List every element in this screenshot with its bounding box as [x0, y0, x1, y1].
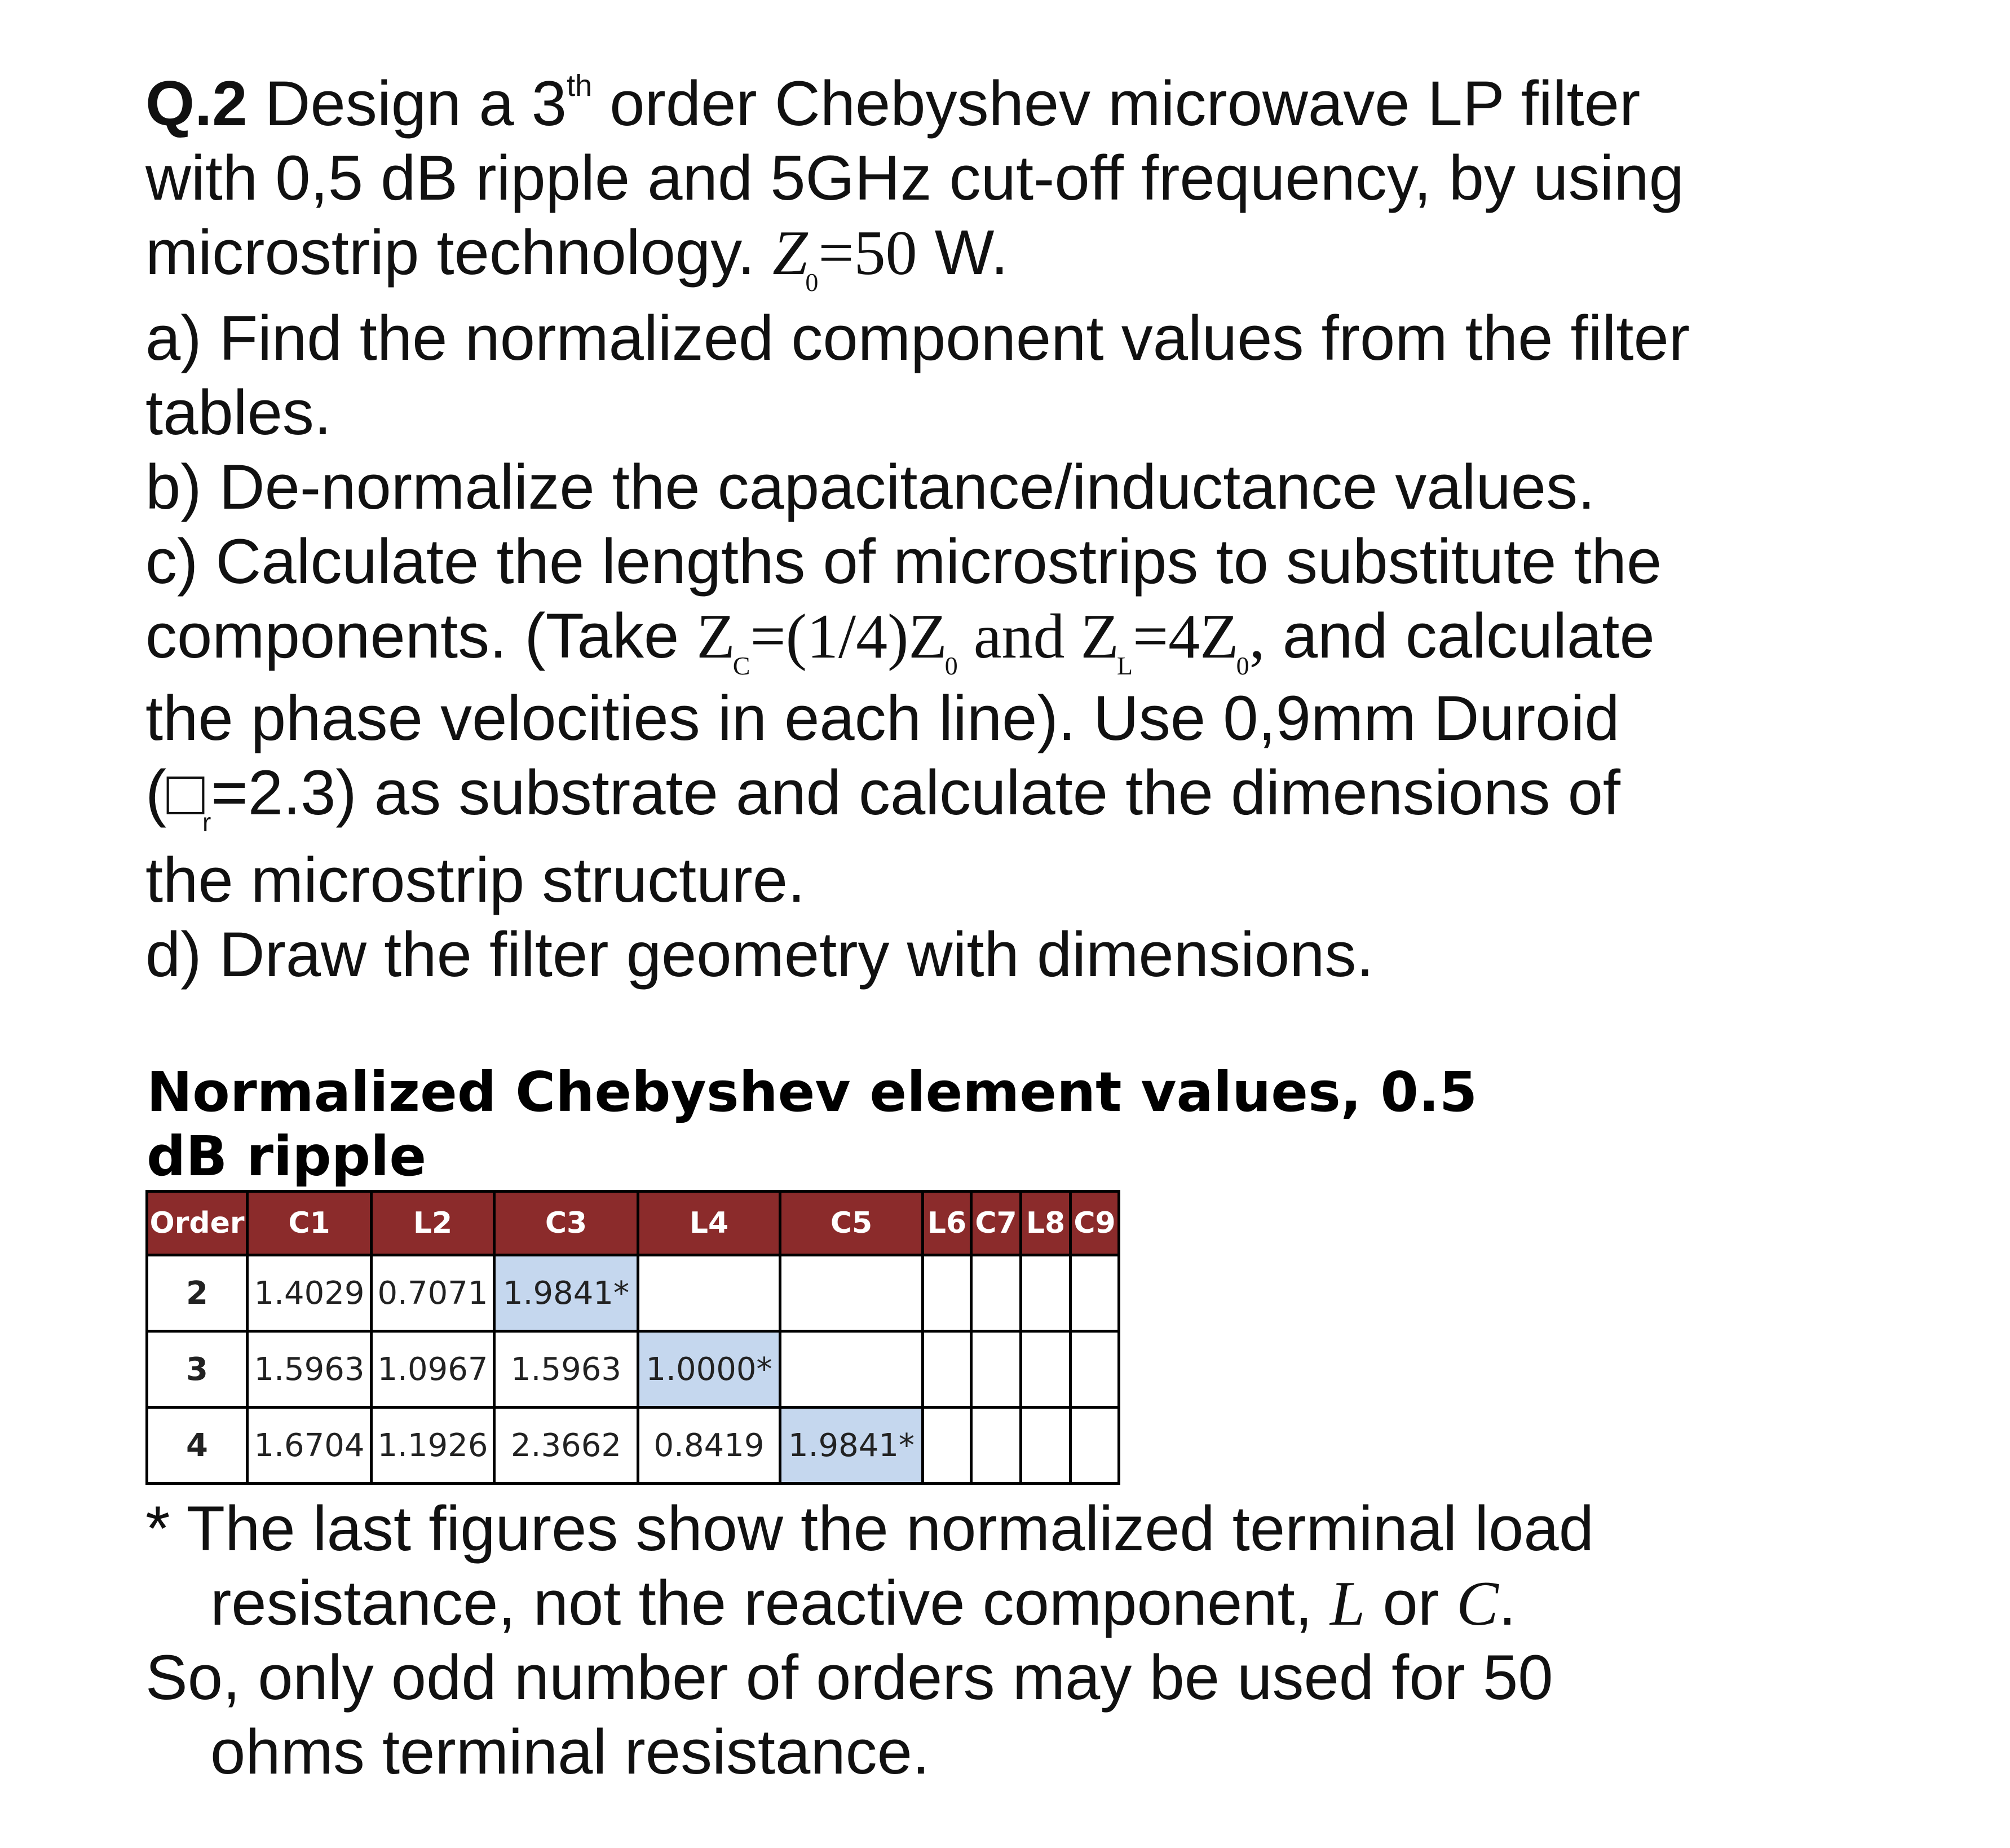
impedance-symbol: Z [696, 602, 735, 672]
table-cell [971, 1331, 1021, 1408]
table-cell [971, 1408, 1021, 1484]
subscript: r [202, 808, 211, 837]
header-l4: L4 [638, 1192, 780, 1255]
table-cell: 2.3662 [494, 1408, 638, 1484]
subscript: 0 [1236, 651, 1249, 680]
subscript: L [1116, 651, 1133, 680]
header-c7: C7 [971, 1192, 1021, 1255]
part-d-line: d) Draw the filter geometry with dimensions. [145, 919, 1374, 990]
table-cell: 1.0967 [372, 1331, 494, 1408]
impedance-value: =50 [818, 218, 917, 288]
table-cell [1071, 1331, 1119, 1408]
question-text: and calculate [1265, 601, 1655, 671]
part-b-line: b) De-normalize the capacitance/inductance values. [145, 452, 1596, 522]
table-cell [1021, 1331, 1071, 1408]
terminal-load-cell: 1.9841* [494, 1255, 638, 1331]
part-c-line-1: c) Calculate the lengths of microstrips to substitute the [145, 526, 1662, 597]
table-row [147, 1408, 1119, 1484]
header-c1: C1 [248, 1192, 372, 1255]
order-cell: 2 [147, 1255, 248, 1331]
subscript: C [732, 651, 750, 680]
table-row [147, 1331, 1119, 1408]
table-row [147, 1255, 1119, 1331]
part-c-line-2 [145, 599, 1655, 686]
header-l2: L2 [372, 1192, 494, 1255]
footnote-text: or [1365, 1568, 1457, 1638]
table-cell: 0.8419 [638, 1408, 780, 1484]
question-line-2: with 0,5 dB ripple and 5GHz cut-off frequency, by using [145, 143, 1684, 213]
superscript: th [567, 69, 593, 103]
permittivity-symbol: □ [166, 757, 205, 828]
table-cell [923, 1255, 971, 1331]
question-text: =2.3) as substrate and calculate the dimensions of [211, 757, 1620, 828]
order-cell: 4 [147, 1408, 248, 1484]
footnote-text: resistance, not the reactive component, [210, 1568, 1330, 1638]
part-a-line-2: tables. [145, 377, 332, 448]
punctuation: . [1498, 1568, 1516, 1638]
question-text: microstrip technology. [145, 217, 773, 288]
table-cell [780, 1255, 923, 1331]
table-cell: 1.4029 [248, 1255, 372, 1331]
table-cell: 1.5963 [248, 1331, 372, 1408]
subscript: 0 [805, 268, 819, 297]
question-label: Q.2 [145, 68, 248, 139]
question-text: ( [145, 757, 167, 828]
table-cell: 0.7071 [372, 1255, 494, 1331]
table-cell [1071, 1255, 1119, 1331]
terminal-load-cell: 1.9841* [780, 1408, 923, 1484]
part-a-line-1: a) Find the normalized component values from the filter [145, 303, 1690, 373]
table-cell [1021, 1255, 1071, 1331]
chebyshev-element-table [145, 1190, 1120, 1485]
table-title: Normalized Chebyshev element values, 0.5 dB ripple [147, 1060, 1478, 1188]
question-text: order Chebyshev microwave LP filter [592, 68, 1641, 139]
table-cell [923, 1331, 971, 1408]
header-order: Order [147, 1192, 248, 1255]
header-l6: L6 [923, 1192, 971, 1255]
part-c-line-4 [145, 756, 1620, 843]
table-cell [780, 1331, 923, 1408]
impedance-symbol: Z [772, 218, 808, 288]
inductance-symbol: L [1329, 1569, 1366, 1639]
odd-order-note-line-1: So, only odd number of orders may be used for 50 [145, 1642, 1553, 1713]
impedance-formula: =(1/4)Z [750, 602, 947, 672]
order-cell: 3 [147, 1331, 248, 1408]
table-cell [638, 1255, 780, 1331]
footnote-line-1: * The last figures show the normalized terminal load [145, 1493, 1594, 1564]
header-l8: L8 [1021, 1192, 1071, 1255]
table-cell [1071, 1408, 1119, 1484]
part-c-line-3: the phase velocities in each line). Use 0,9mm Duroid [145, 683, 1620, 753]
footnote-line-2 [145, 1566, 1516, 1641]
table-cell: 1.1926 [372, 1408, 494, 1484]
header-c3: C3 [494, 1192, 638, 1255]
capacitance-symbol: C [1456, 1569, 1499, 1639]
table-cell [923, 1408, 971, 1484]
question-text: W. [917, 217, 1009, 288]
odd-order-note-line-2: ohms terminal resistance. [210, 1717, 930, 1787]
subscript: 0 [944, 651, 958, 680]
question-line-3 [145, 215, 1008, 303]
question-line-1 [145, 67, 1640, 152]
punctuation: , [1249, 602, 1265, 672]
terminal-load-cell: 1.0000* [638, 1331, 780, 1408]
impedance-formula: and Z [957, 602, 1119, 672]
part-c-line-5: the microstrip structure. [145, 845, 806, 915]
table-cell [971, 1255, 1021, 1331]
header-c5: C5 [780, 1192, 923, 1255]
header-c9: C9 [1071, 1192, 1119, 1255]
table-cell [1021, 1408, 1071, 1484]
table-cell: 1.5963 [494, 1331, 638, 1408]
question-text: Design a 3 [247, 68, 567, 139]
table-header-row [147, 1192, 1119, 1255]
question-text: components. (Take [145, 601, 697, 671]
impedance-formula: =4Z [1133, 602, 1239, 672]
table-cell: 1.6704 [248, 1408, 372, 1484]
